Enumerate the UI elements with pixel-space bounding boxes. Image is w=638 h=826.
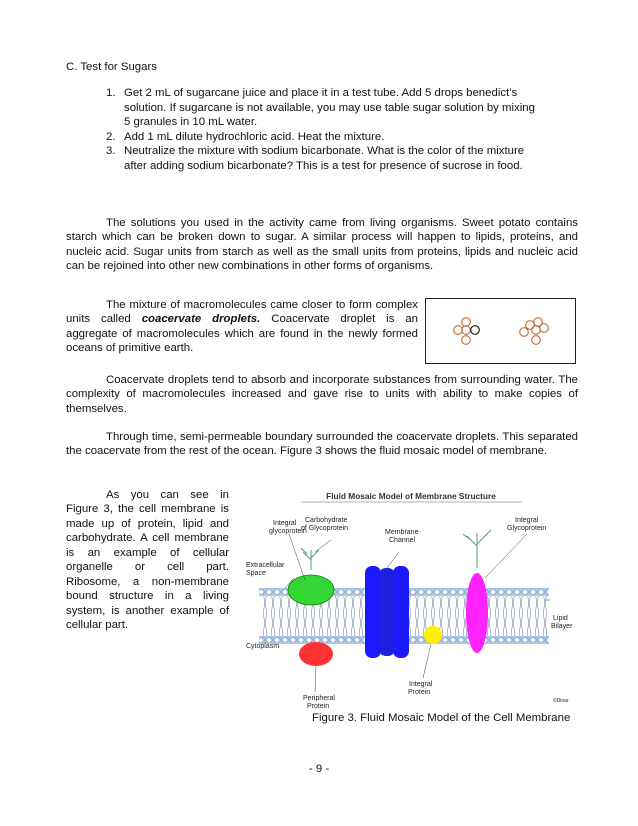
label-credit: ©Dinar	[553, 698, 569, 704]
step-3-number: 3.	[106, 145, 116, 157]
label-integral-glycoprotein-left-1: Integral	[273, 520, 297, 527]
green-glycoprotein	[288, 548, 334, 605]
step-1-line-3: 5 granules in 10 mL water.	[124, 116, 258, 128]
paragraph-absorb: Coacervate droplets tend to absorb and incorporate substances from surrounding water. The complexity of macromolecules increased and gave rise to units with ability to make copies of themselves.	[66, 374, 578, 415]
coacervate-droplets-drawing	[426, 299, 575, 363]
droplet-cluster-right	[520, 318, 549, 345]
membrane-diagram	[245, 488, 578, 708]
coacervate-droplets-figure	[425, 298, 576, 364]
yellow-integral-protein	[424, 626, 442, 644]
step-3-line-2: after adding sodium bicarbonate? This is a test for presence of sucrose in food.	[124, 159, 523, 172]
label-lipid-2: Bilayer	[551, 623, 573, 630]
label-peripheral-2: Protein	[307, 703, 330, 708]
paragraph-membrane: Through time, semi-permeable boundary surrounded the coacervate droplets. This separated the coacervate from the rest of the ocean. Figure 3 shows the fluid mosaic model of membrane.	[66, 431, 578, 458]
label-extracellular-1: Extracellular	[246, 562, 285, 569]
paragraph-cell-part: As you can see in Figure 3, the cell membrane is made up of protein, lipid and carbohydrate. A cell membrane is an example of cellular organelle or cell part. Ribosome, a non-membrane bound structure in a living system, is another example of cellular part.	[66, 489, 229, 632]
step-1-line-2: solution. If sugarcane is not available, you may use table sugar solution by mixing	[124, 101, 535, 114]
diagram-title: Fluid Mosaic Model of Membrane Structure	[326, 491, 496, 501]
step-1-line-1: Get 2 mL of sugarcane juice and place it in a test tube. Add 5 drops benedict’s	[124, 87, 518, 99]
label-lipid-1: Lipid	[553, 615, 568, 622]
step-1-number: 1.	[106, 87, 116, 99]
label-carbohydrate-2: of Glycoprotein	[301, 525, 349, 532]
blue-membrane-channel	[365, 566, 409, 658]
paragraph-coacervate	[66, 298, 418, 356]
label-integral-glycoprotein-left-2: glycoprotein	[269, 528, 307, 535]
coacervate-term: coacervate droplets.	[141, 313, 261, 326]
step-2-line-1: Add 1 mL dilute hydrochloric acid. Heat the mixture.	[124, 130, 385, 143]
label-cytoplasm: Cytoplasm	[246, 643, 280, 650]
label-integral-1: Integral	[409, 681, 433, 688]
label-membrane-channel-1: Membrane	[385, 529, 419, 536]
label-carbohydrate-1: Carbohydrate	[305, 517, 348, 524]
para2-text-start: The mixture of macromolecules came closer to form complex units called	[66, 299, 418, 326]
page-number: - 9 -	[308, 763, 330, 775]
label-peripheral-1: Peripheral	[303, 695, 335, 702]
fluid-mosaic-drawing	[245, 488, 578, 708]
label-extracellular-2: Space	[246, 570, 266, 577]
steps-list	[106, 86, 586, 176]
figure-caption: Figure 3. Fluid Mosaic Model of the Cell Membrane	[312, 712, 571, 724]
step-3-line-1: Neutralize the mixture with sodium bicarbonate. What is the color of the mixture	[124, 145, 525, 157]
paragraph-living-organisms: The solutions you used in the activity came from living organisms. Sweet potato contains starch which can be broken down to sugar. A similar process will happen to lipids, proteins, and nucleic acid. Sugar units from starch as well as the small units from proteins, lipids and nucleic acid can be rejoined into other new combinations in other forms of organisms.	[66, 217, 578, 273]
label-integral-2: Protein	[408, 689, 431, 696]
red-peripheral-protein	[299, 642, 333, 666]
label-membrane-channel-2: Channel	[389, 537, 416, 544]
label-integral-glycoprotein-right-2: Glycoprotein	[507, 525, 547, 532]
section-title: C. Test for Sugars	[66, 61, 157, 73]
para2-text-end: Coacervate droplet is an aggregate of macromolecules which are found in the newly formed oceans of primitive earth.	[66, 313, 419, 355]
label-integral-glycoprotein-right-1: Integral	[515, 517, 539, 524]
droplet-cluster-left	[454, 318, 480, 345]
step-2-number: 2.	[106, 130, 116, 143]
